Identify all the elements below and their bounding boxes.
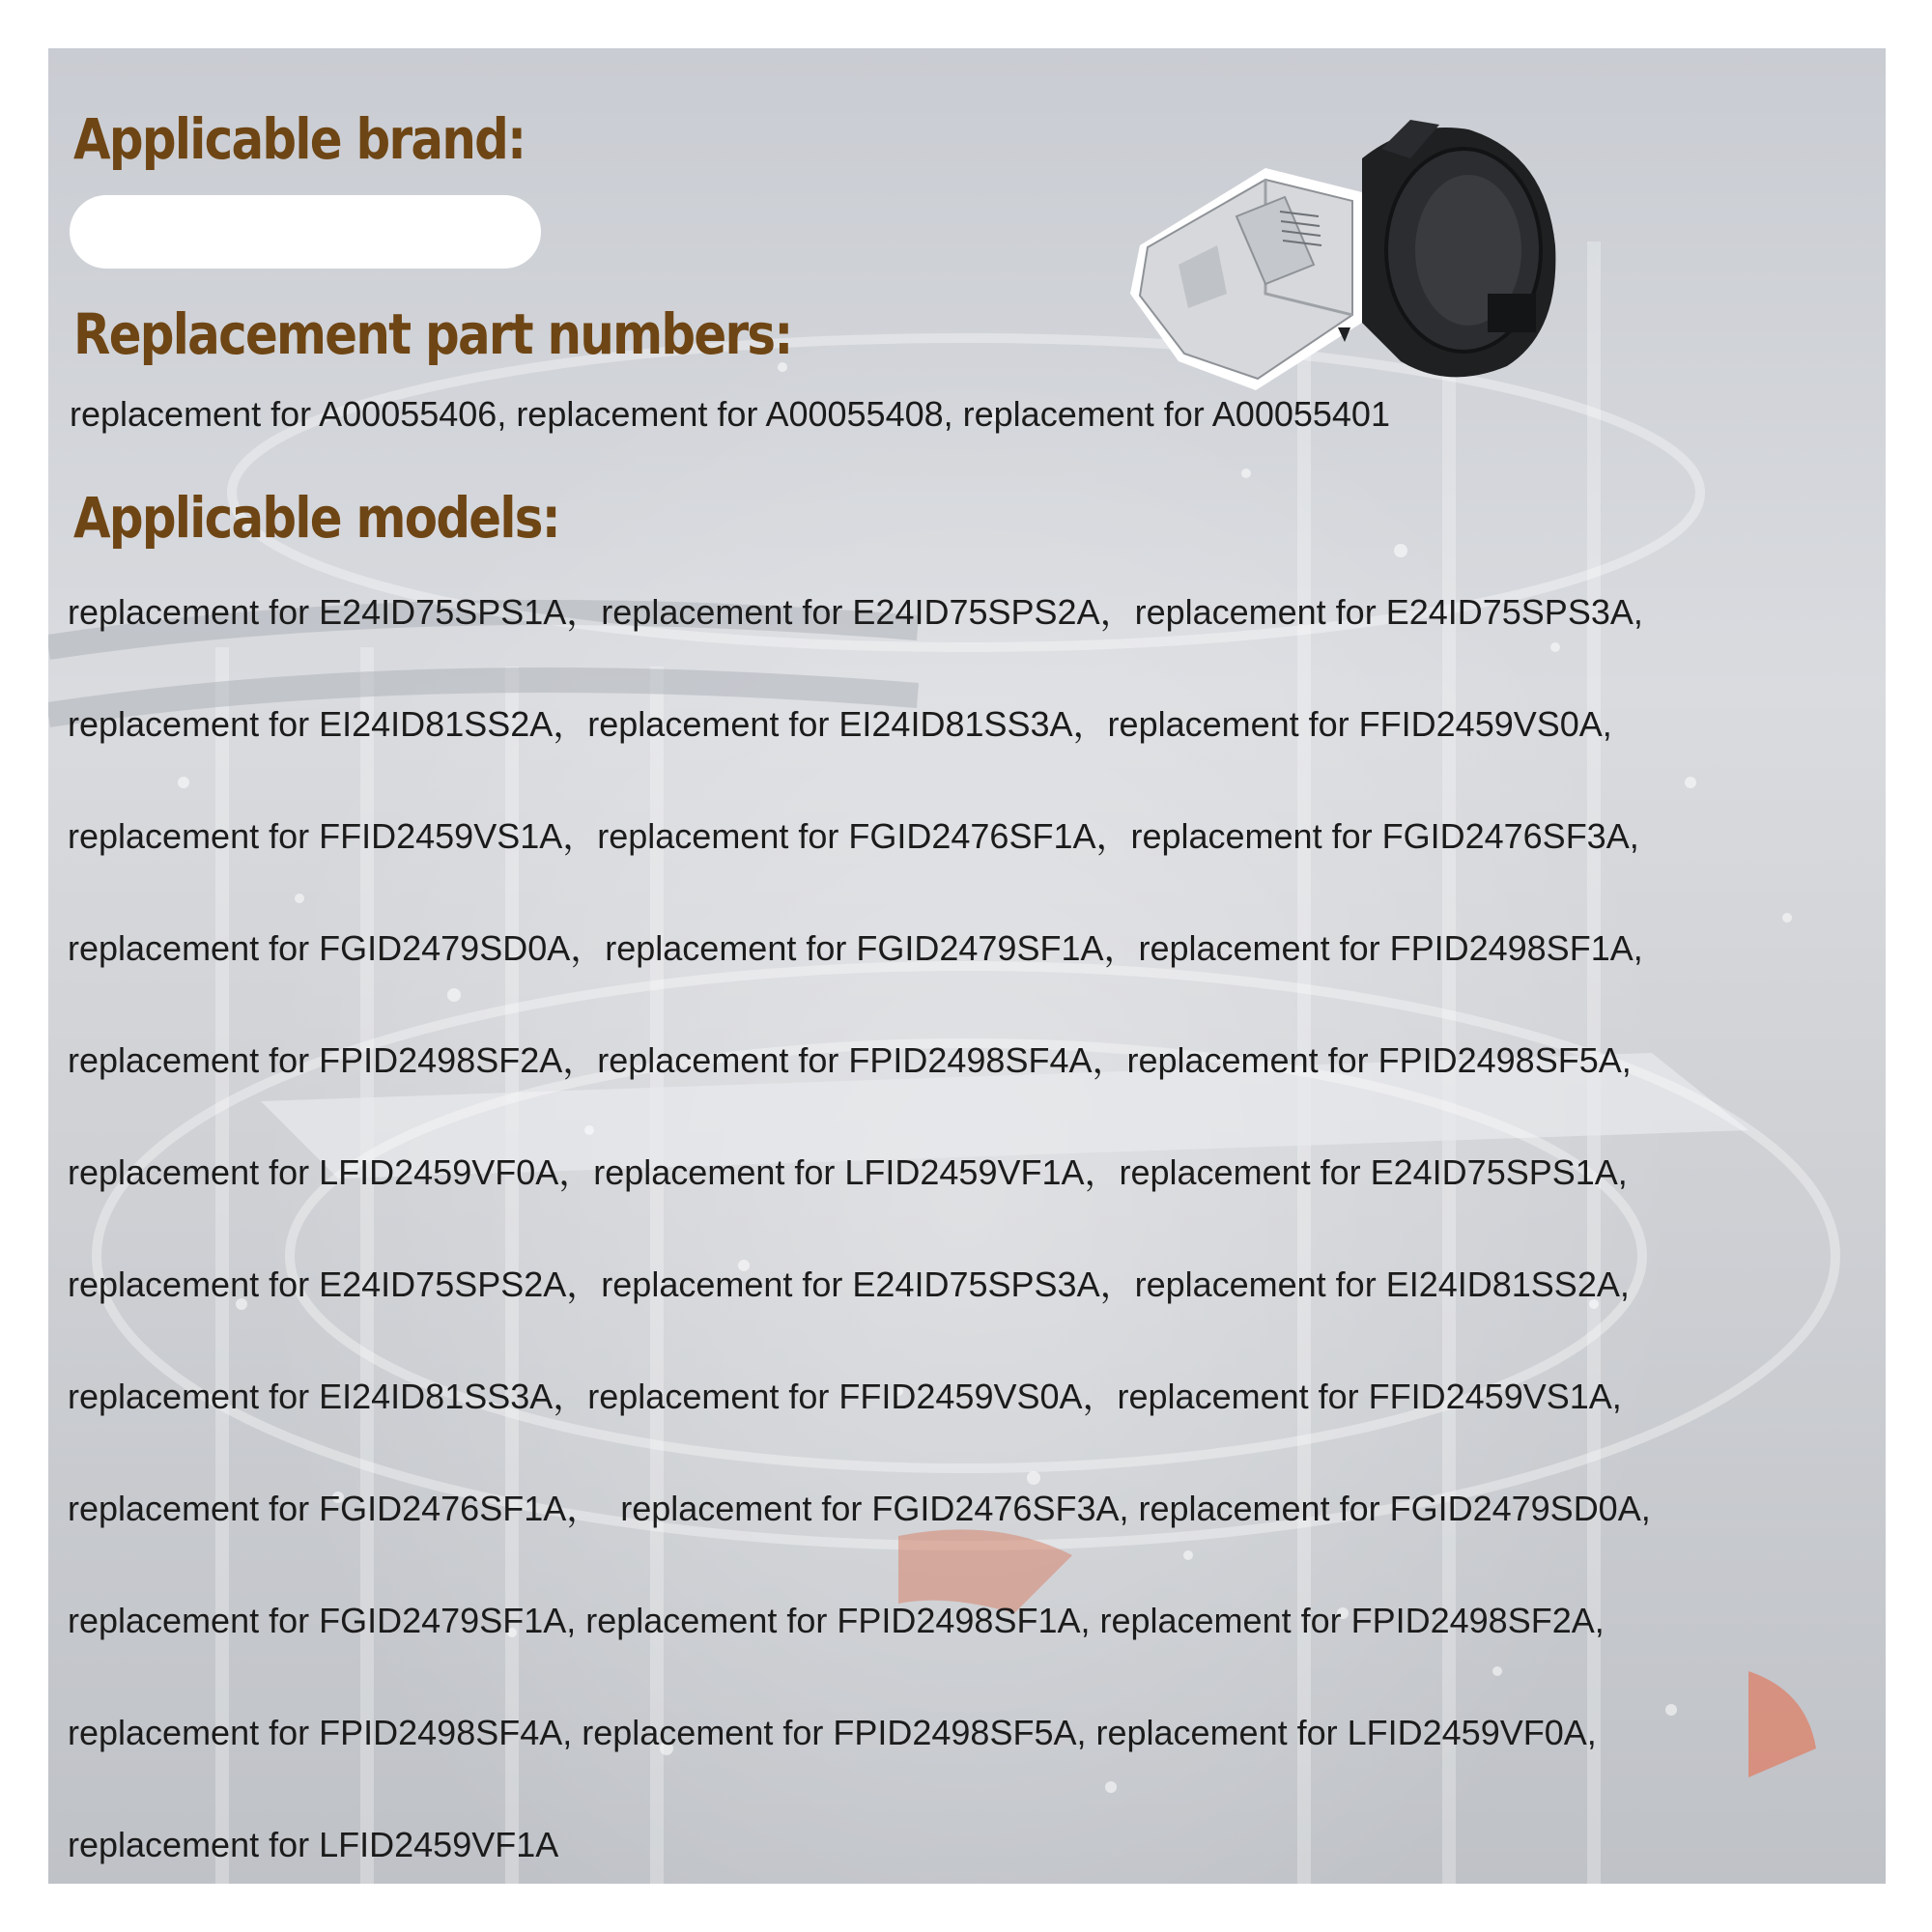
replacement-part-numbers-heading: Replacement part numbers: (73, 301, 792, 367)
model-line: replacement for FFID2459VS1A，replacement for FGID2476SF1A，replacement for FGID2476SF3A, (68, 816, 1639, 856)
replacement-part-numbers-text: replacement for A00055406, replacement for A00055408, replacement for A00055401 (70, 394, 1390, 434)
model-line: replacement for FPID2498SF2A，replacement for FPID2498SF4A，replacement for FPID2498SF5A, (68, 1040, 1632, 1080)
model-line: replacement for LFID2459VF1A (68, 1825, 559, 1864)
model-line: replacement for E24ID75SPS1A，replacement for E24ID75SPS2A，replacement for E24ID75SPS3A, (68, 592, 1643, 632)
model-line: replacement for EI24ID81SS2A，replacement for EI24ID81SS3A，replacement for FFID2459VS0A, (68, 704, 1612, 744)
model-line: replacement for FGID2479SF1A, replacement for FPID2498SF1A, replacement for FPID2498SF2A, (68, 1601, 1605, 1640)
product-image (1121, 100, 1584, 419)
model-line: replacement for FPID2498SF4A, replacement for FPID2498SF5A, replacement for LFID2459VF0A, (68, 1713, 1597, 1752)
applicable-models-heading: Applicable models: (73, 485, 559, 551)
model-line: replacement for FGID2479SD0A，replacement for FGID2479SF1A，replacement for FPID2498SF1A, (68, 928, 1643, 968)
model-line: replacement for FGID2476SF1A， replacement for FGID2476SF3A, replacement for FGID2479SD0A, (68, 1489, 1651, 1528)
brand-redaction-box (70, 195, 541, 269)
model-line: replacement for LFID2459VF0A，replacement for LFID2459VF1A，replacement for E24ID75SPS1A, (68, 1152, 1628, 1192)
model-line: replacement for EI24ID81SS3A，replacement for FFID2459VS0A，replacement for FFID2459VS1A, (68, 1377, 1622, 1416)
models-list (68, 583, 1884, 1884)
applicable-brand-heading: Applicable brand: (73, 106, 526, 172)
model-line: replacement for E24ID75SPS2A，replacement for E24ID75SPS3A，replacement for EI24ID81SS2A, (68, 1264, 1630, 1304)
product-info-panel (48, 48, 1886, 1884)
